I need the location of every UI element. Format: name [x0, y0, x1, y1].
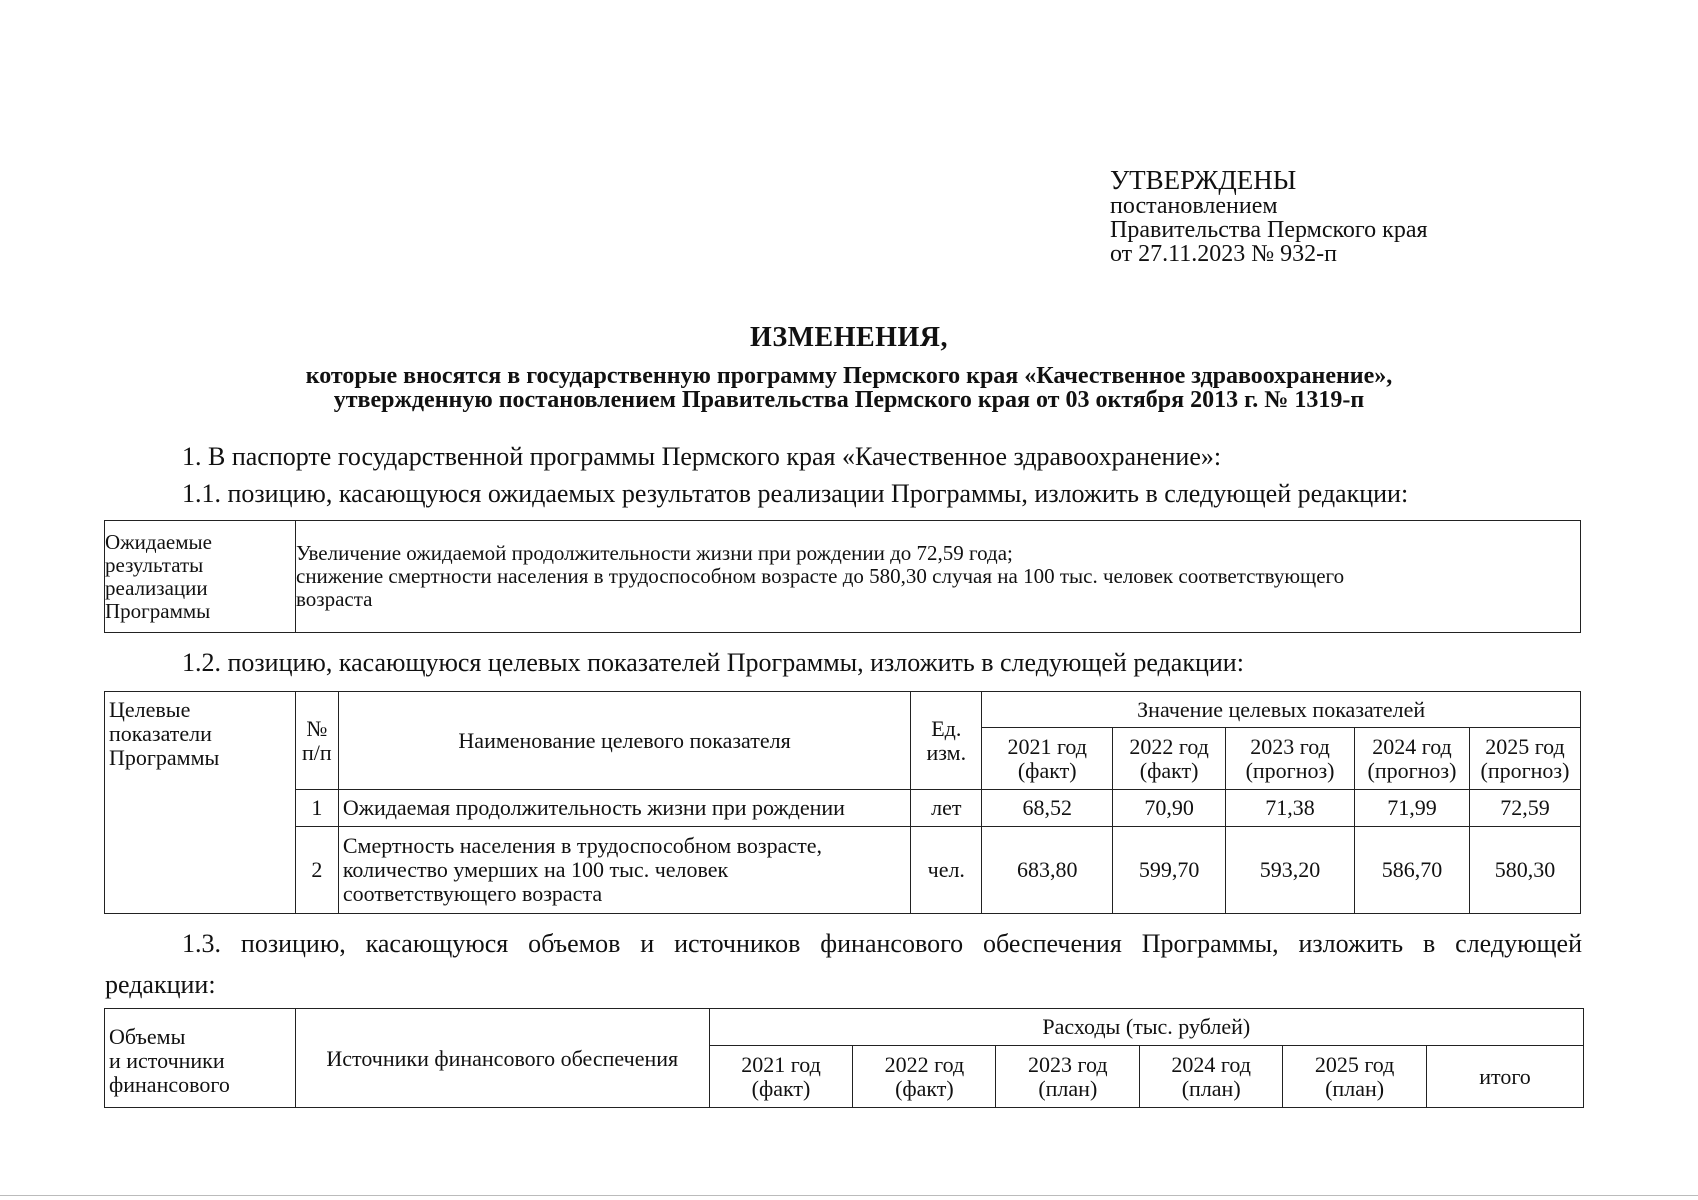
finance-table — [104, 1008, 1584, 1108]
approval-line: постановлением — [1110, 193, 1278, 219]
year-label: 2021 год — [741, 1051, 821, 1077]
subtitle-line: которые вносятся в государственную программу Пермского края «Качественное здравоохранение», — [305, 363, 1393, 389]
indicator-value: 580,30 — [1469, 827, 1580, 914]
year-label: 2023 год — [1250, 733, 1330, 759]
approval-title: УТВЕРЖДЕНЫ — [1110, 165, 1297, 195]
year-note: (прогноз) — [1480, 757, 1570, 783]
results-table — [104, 520, 1581, 633]
paragraph-1-2: 1.2. позицию, касающуюся целевых показателей Программы, изложить в следующей редакции: — [182, 648, 1244, 677]
approval-stamp — [1110, 166, 1428, 266]
header-line: п/п — [302, 739, 332, 765]
subtitle-line: утвержденную постановлением Правительства Пермского края от 03 октября 2013 г. № 1319-п — [333, 387, 1365, 413]
year-label: 2022 год — [1129, 733, 1209, 759]
indicator-unit: чел. — [911, 827, 982, 914]
indicator-value: 599,70 — [1113, 827, 1226, 914]
col-header-year — [1283, 1046, 1427, 1108]
document-subtitle — [0, 364, 1698, 412]
col-header-sources: Источники финансового обеспечения — [295, 1009, 709, 1108]
indicator-value: 72,59 — [1469, 790, 1580, 827]
header-line: изм. — [926, 739, 967, 765]
document-title: ИЗМЕНЕНИЯ, — [750, 322, 948, 353]
name-line: количество умерших на 100 тыс. человек — [342, 857, 729, 882]
col-header-year — [1226, 728, 1355, 790]
name-line: Смертность населения в трудоспособном возрасте, — [342, 833, 823, 858]
header-line: № — [306, 715, 328, 741]
indicator-value: 71,99 — [1355, 790, 1470, 827]
col-header-year — [1140, 1046, 1283, 1108]
year-label: 2022 год — [884, 1051, 965, 1077]
year-label: 2023 год — [1028, 1051, 1108, 1077]
results-line: возраста — [296, 587, 373, 611]
finance-label-cell — [105, 1009, 296, 1108]
results-text-cell — [296, 521, 1581, 633]
year-note: (факт) — [1139, 757, 1199, 783]
label-line: Ожидаемые — [105, 529, 212, 554]
col-header-expenses: Расходы (тыс. рублей) — [709, 1009, 1583, 1046]
indicator-value: 68,52 — [982, 790, 1113, 827]
col-header-year — [709, 1046, 853, 1108]
year-label: 2025 год — [1314, 1051, 1395, 1077]
results-line: Увеличение ожидаемой продолжительности жизни при рождении до 72,59 года; — [296, 541, 1013, 565]
approval-line: Правительства Пермского края — [1110, 217, 1428, 243]
indicator-value: 70,90 — [1113, 790, 1226, 827]
results-line: снижение смертности населения в трудоспособном возрасте до 580,30 случая на 100 тыс. человек соответствующего — [296, 564, 1345, 588]
indicators-table — [104, 691, 1581, 914]
year-note: (факт) — [751, 1075, 811, 1101]
paragraph-1-3: 1.3. позицию, касающуюся объемов и источников финансового обеспечения Программы, изложить в следующей — [182, 929, 1582, 958]
label-line: и источники — [109, 1048, 225, 1073]
col-header-year — [1113, 728, 1226, 790]
col-header-year — [982, 728, 1113, 790]
table-header-row — [105, 692, 1581, 728]
col-header-unit — [911, 692, 982, 790]
paragraph-1-1: 1.1. позицию, касающуюся ожидаемых результатов реализации Программы, изложить в следующей редакции: — [182, 479, 1409, 508]
year-label: 2025 год — [1485, 733, 1565, 759]
indicator-unit: лет — [911, 790, 982, 827]
indicator-value: 683,80 — [982, 827, 1113, 914]
label-line: Программы — [109, 745, 220, 770]
table-row — [105, 827, 1581, 914]
header-line: Ед. — [931, 715, 962, 741]
indicator-name: Ожидаемая продолжительность жизни при рождении — [338, 790, 910, 827]
col-header-number — [295, 692, 338, 790]
col-header-name: Наименование целевого показателя — [338, 692, 910, 790]
results-label-cell — [105, 521, 296, 633]
label-line: финансового — [109, 1072, 230, 1097]
approval-line: от 27.11.2023 № 932-п — [1110, 241, 1338, 267]
indicator-value: 593,20 — [1226, 827, 1355, 914]
col-header-year — [996, 1046, 1140, 1108]
label-line: результаты — [105, 552, 204, 577]
col-header-year — [1469, 728, 1580, 790]
table-row — [105, 521, 1581, 633]
table-header-row — [105, 1009, 1584, 1046]
year-note: (факт) — [895, 1075, 954, 1101]
col-header-year — [1355, 728, 1470, 790]
label-line: реализации — [105, 575, 208, 600]
year-note: (факт) — [1017, 757, 1077, 783]
year-note: (план) — [1038, 1075, 1098, 1101]
table-row — [105, 790, 1581, 827]
indicators-label-cell — [105, 692, 296, 914]
paragraph-1: 1. В паспорте государственной программы Пермского края «Качественное здравоохранение»: — [182, 442, 1222, 471]
year-note: (план) — [1181, 1075, 1241, 1101]
label-line: Объемы — [109, 1024, 186, 1049]
name-line: соответствующего возраста — [342, 881, 603, 906]
col-header-year — [853, 1046, 996, 1108]
col-header-values: Значение целевых показателей — [982, 692, 1581, 728]
row-number: 1 — [295, 790, 338, 827]
year-note: (прогноз) — [1245, 757, 1335, 783]
year-note: (прогноз) — [1367, 757, 1457, 783]
indicator-value: 71,38 — [1226, 790, 1355, 827]
year-label: 2024 год — [1372, 733, 1452, 759]
year-note: (план) — [1325, 1075, 1385, 1101]
label-line: Целевые — [109, 697, 191, 722]
indicator-value: 586,70 — [1355, 827, 1470, 914]
label-line: Программы — [105, 598, 211, 623]
row-number: 2 — [295, 827, 338, 914]
paragraph-1-3-continued: редакции: — [105, 970, 216, 999]
year-label: 2024 год — [1171, 1051, 1251, 1077]
year-label: 2021 год — [1007, 733, 1087, 759]
scan-edge-divider — [0, 1195, 1698, 1196]
label-line: показатели — [109, 721, 212, 746]
indicator-name — [338, 827, 910, 914]
col-header-total: итого — [1427, 1046, 1584, 1108]
